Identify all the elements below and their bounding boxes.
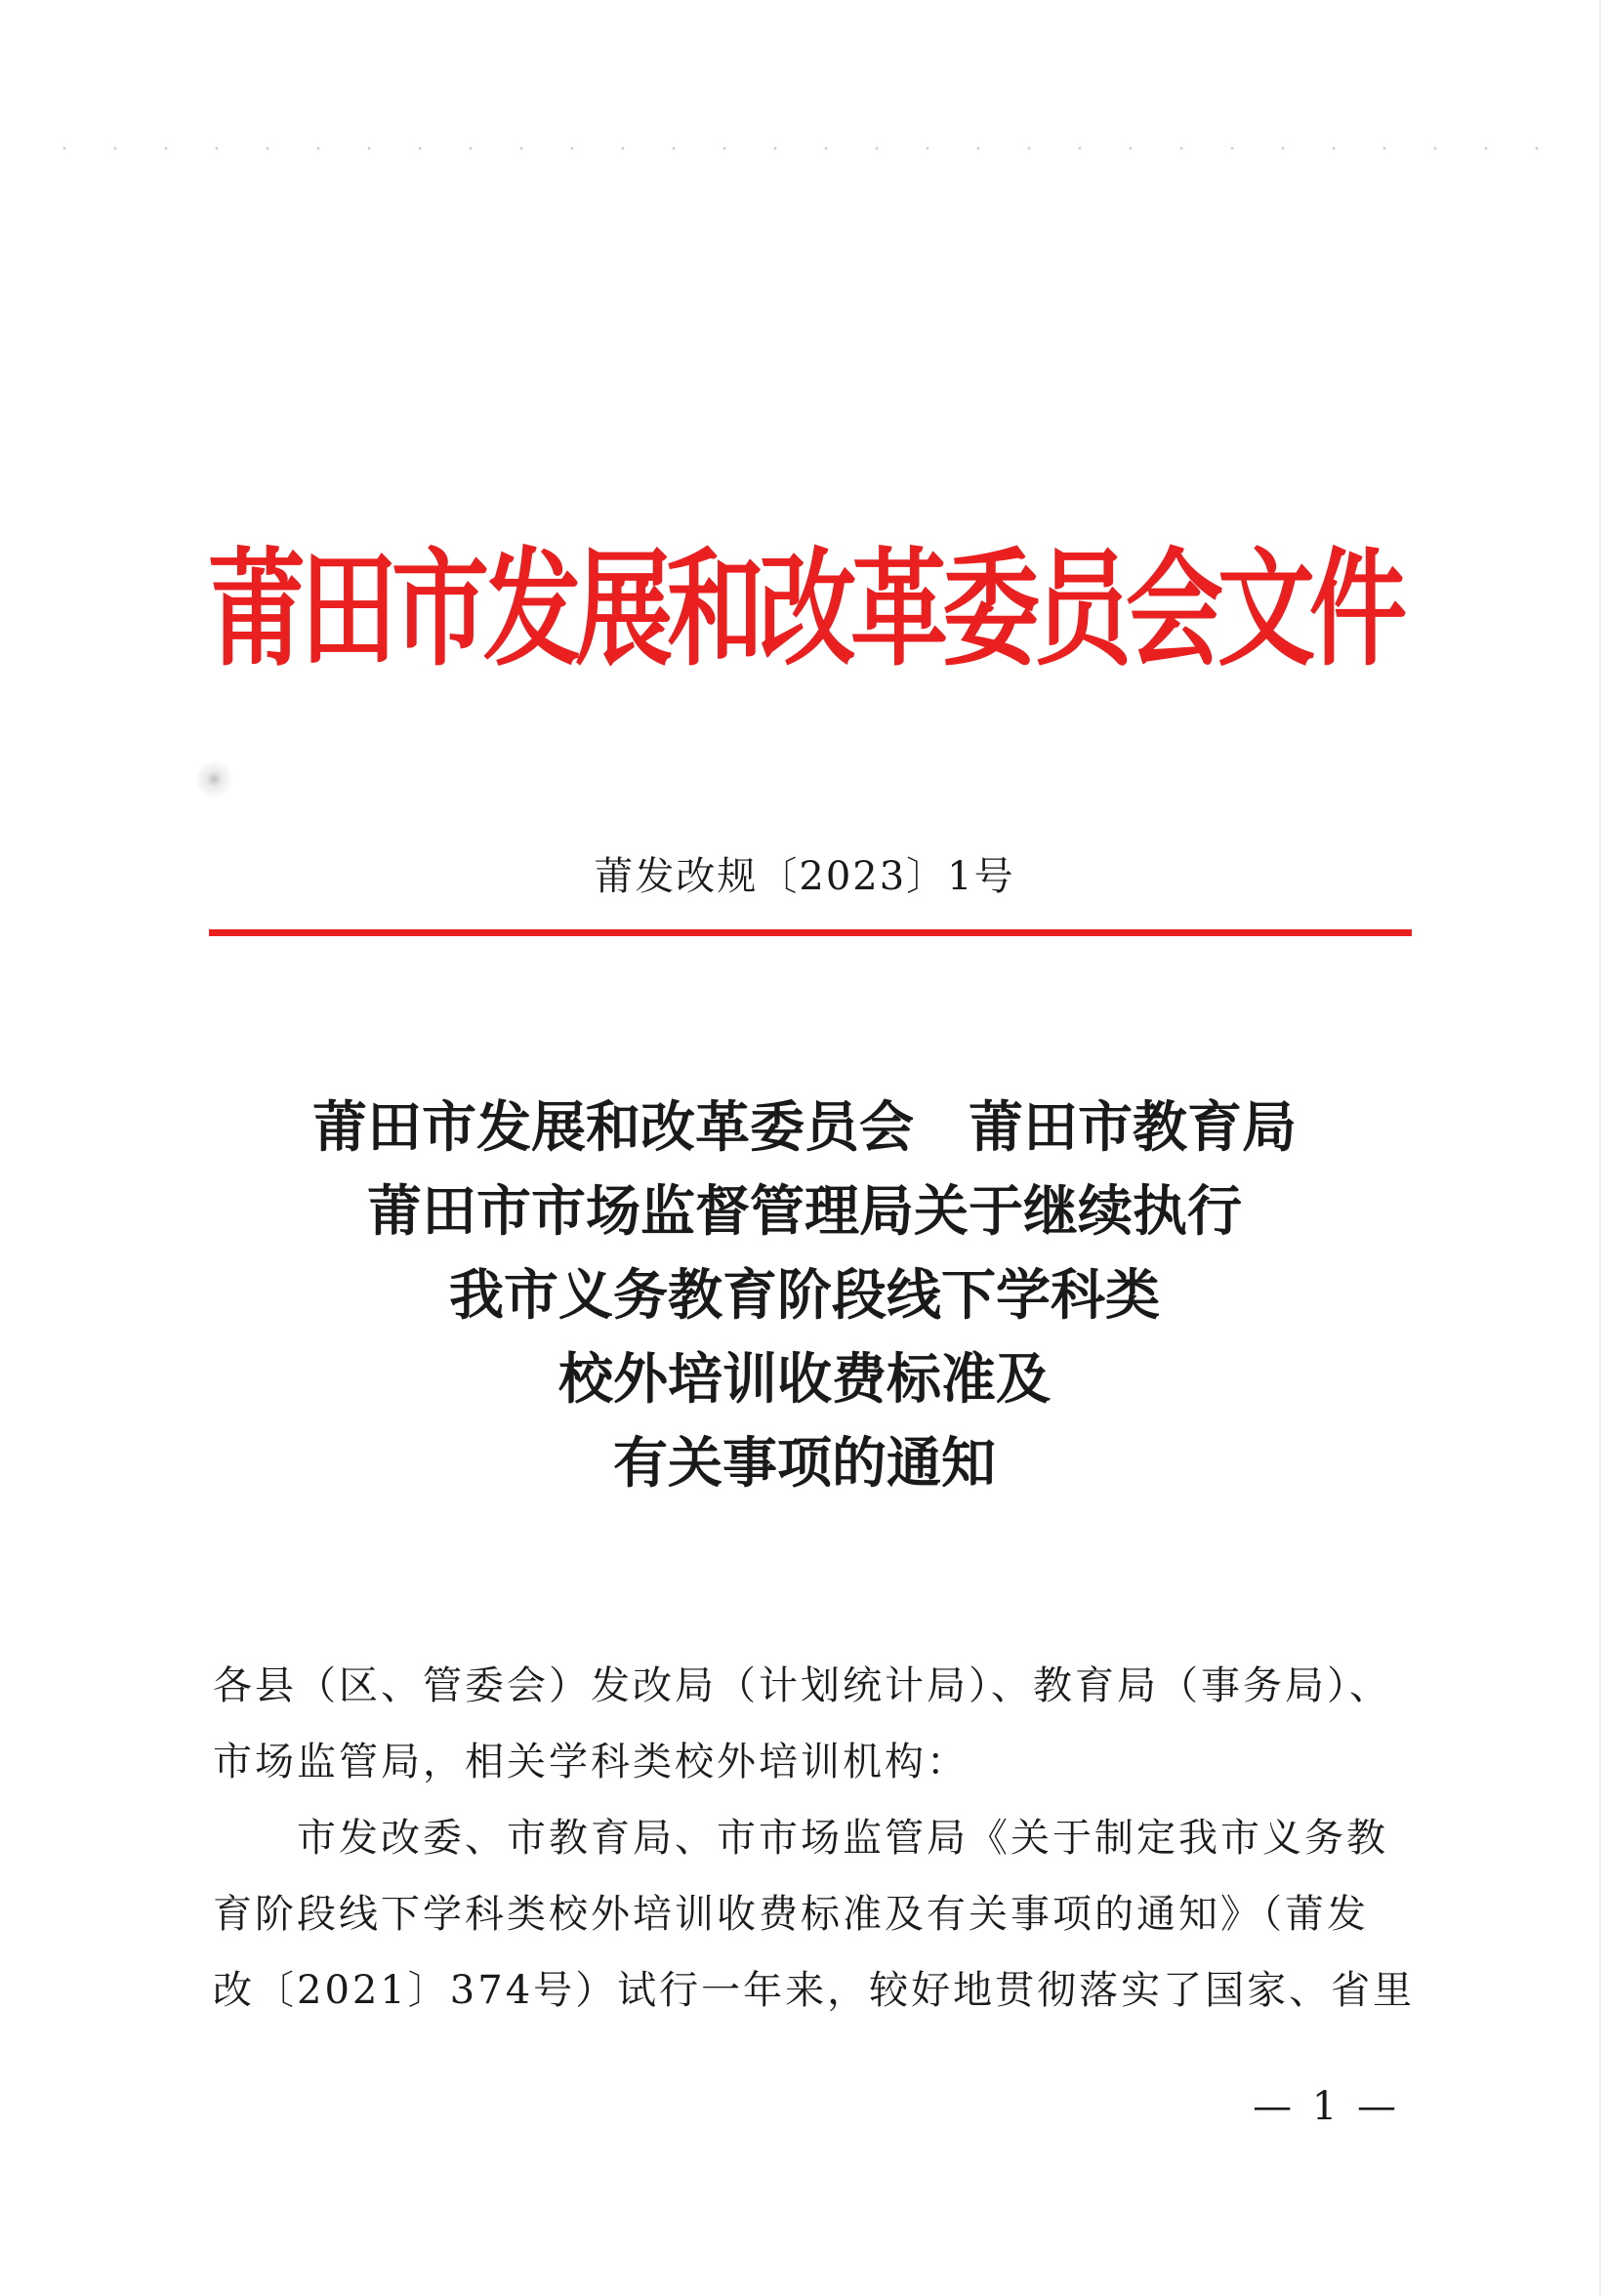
scan-smudge: [195, 759, 242, 799]
paragraph-line: 改〔2021〕374号）试行一年来，较好地贯彻落实了国家、省里: [213, 1968, 1416, 2013]
title-line: 我市义务教育阶段线下学科类: [449, 1263, 1160, 1328]
title-line: 莆田市发展和改革委员会 莆田市教育局: [312, 1095, 1297, 1160]
title-line: 莆田市市场监督管理局关于继续执行: [367, 1179, 1242, 1244]
title-line: 校外培训收费标准及: [558, 1347, 1051, 1412]
page-number: — 1 —: [1253, 2084, 1400, 2129]
masthead-title: 莆田市发展和改革委员会文件: [208, 535, 1401, 684]
document-number: 莆发改规〔2023〕1号: [594, 854, 1015, 899]
red-separator-rule: [209, 929, 1412, 936]
salutation-line: 市场监管局，相关学科类校外培训机构：: [213, 1740, 969, 1784]
scan-artifact-dots: [39, 146, 1582, 150]
document-title: [0, 1086, 1609, 1505]
salutation-line: 各县（区、管委会）发改局（计划统计局）、教育局（事务局）、: [213, 1663, 1391, 1708]
paragraph-line: 市发改委、市教育局、市市场监管局《关于制定我市义务教: [297, 1816, 1388, 1861]
paragraph-line: 育阶段线下学科类校外培训收费标准及有关事项的通知》（莆发: [213, 1892, 1369, 1937]
document-body: [213, 1648, 1416, 2029]
title-line: 有关事项的通知: [613, 1431, 996, 1496]
